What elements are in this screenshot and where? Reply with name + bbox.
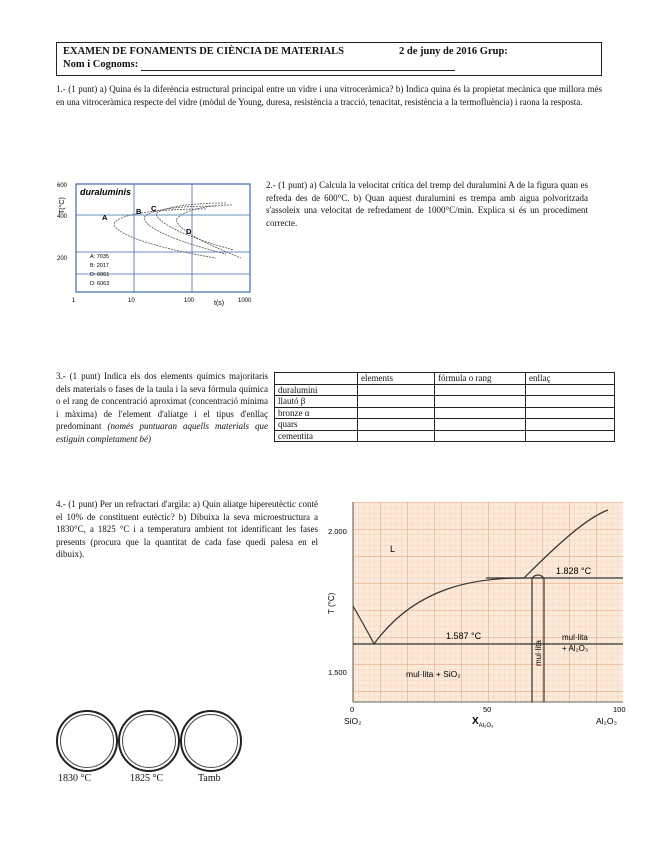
answer-cell[interactable] [358,396,435,408]
legend-item: B: 2017 [90,263,109,269]
curve-label: C [151,204,157,213]
x-left-label: SiO₂ [344,716,362,726]
table-header-cell [275,373,358,385]
mullite-al2o3-label: + Al₂O₃ [562,644,589,653]
table-row-label: llautó β [275,396,358,408]
legend-item: A: 7035 [90,254,109,260]
table-row [275,396,615,408]
circle-label: 1830 °C [58,773,92,784]
table-row-label: quars [275,419,358,431]
mullite-sio2-label: mul·lita + SiO₂ [406,669,461,679]
x-mid-main: X [472,716,479,727]
answer-cell[interactable] [358,407,435,419]
table-row [275,407,615,419]
microstructure-circle-1[interactable] [56,710,118,772]
answer-cell[interactable] [526,384,615,396]
phase-diagram [326,496,626,732]
answer-cell[interactable] [435,419,526,431]
x-tick: 100 [613,705,626,714]
x-axis-label: t(s) [214,300,225,307]
answer-cell[interactable] [435,407,526,419]
answer-cell[interactable] [435,384,526,396]
answer-cell[interactable] [435,396,526,408]
question-1: 1.- (1 punt) a) Quina és la diferència estructural principal entre un vidre i una vitroceràmica? b) Indica quina és la propietat mecànica que millora més en una vitroceràmica respecte del vidre (mòdul de Young, duresa, resistència a tracció, tenacitat, resistència a la termofluència) i raona la resposta. [56,84,602,107]
answer-cell[interactable] [526,430,615,442]
question-3-text: 3.- (1 punt) Indica els dos elements químics majoritaris dels materials o fases de la taula i la seva fórmula química o el rang de concentració aproximat (concentració mínima i màxima) de l'element d'aliatge i el tipus d'enllaç predominant [56,371,268,431]
table-row [275,384,615,396]
answer-cell[interactable] [526,396,615,408]
x-right-label: Al₂O₃ [596,716,617,726]
x-mid-sub: Al₂O₃ [478,723,494,729]
table-row [275,419,615,431]
x-tick: 10 [128,298,135,304]
mullite-al2o3-label: mul·lita [562,633,588,642]
x-tick: 1 [72,298,76,304]
name-label: Nom i Cognoms: [63,59,139,70]
legend-item: D: 6063 [90,281,110,287]
curve-label: D [186,227,192,236]
answer-cell[interactable] [526,419,615,431]
curve-label: B [136,207,142,216]
question-3-note: (només puntuaran aquells materials que estiguin completament bé) [56,421,268,444]
x-mid-label [472,716,494,729]
x-tick: 100 [184,298,195,304]
circle-label: 1825 °C [130,773,164,784]
y-tick: 2.000 [328,527,347,536]
table-header-row [275,373,615,385]
graph-title: duraluminis [80,187,132,197]
legend-item: D: 6061 [90,272,110,278]
y-tick: 400 [57,214,68,220]
liquid-label: L [390,544,396,554]
mullite-label: mul·lita [534,640,543,666]
y-tick: 200 [57,256,68,262]
x-tick: 1000 [238,298,252,304]
answer-cell[interactable] [526,407,615,419]
answer-cell[interactable] [358,419,435,431]
curve-label: A [102,213,108,222]
exam-header [56,42,602,76]
table-row [275,430,615,442]
table-row-label: bronze α [275,407,358,419]
table-header-cell: elements [358,373,435,385]
temp-low-label: 1.587 °C [446,631,482,641]
x-tick: 0 [350,705,355,714]
table-row-label: duralumini [275,384,358,396]
y-tick: 1.500 [328,668,347,677]
question-3 [56,370,268,445]
exam-date: 2 de juny de 2016 Grup: [399,46,508,57]
microstructure-circle-2[interactable] [118,710,180,772]
y-axis-label: T (°C) [327,592,336,614]
circle-label: Tamb [198,773,221,784]
y-axis-label: T(°C) [59,197,66,214]
diagram-grid [353,502,623,702]
duralumin-graph [56,178,256,310]
question-4: 4.- (1 punt) Per un refractari d'argila: a) Quin aliatge hipereutèctic conté el 10% de constituent eutèctic? b) Dibuixa la seva microestructura a 1830°C, a 1825 °C i a temperatura ambient tot identificant les fases presents (procura que la quantitat de cada fase quedi palesa en el dibuix). [56,499,318,559]
table-header-cell: enllaç [526,373,615,385]
answer-cell[interactable] [358,384,435,396]
answer-cell[interactable] [358,430,435,442]
y-tick: 600 [57,183,68,189]
table-header-cell: fórmula o rang [435,373,526,385]
name-line [141,70,455,71]
exam-title: EXAMEN DE FONAMENTS DE CIÈNCIA DE MATERIALS [63,46,345,57]
x-tick: 50 [483,705,492,714]
answer-cell[interactable] [435,430,526,442]
question-2: 2.- (1 punt) a) Calcula la velocitat crítica del tremp del duralumini A de la figura quan es refreda des de 600°C. b) Quan aquest duralumini es trempa amb aigua polvoritzada s'assoleix una velocitat de refredament de 1000°C/min. Explica si és un procediment correcte. [266,180,588,228]
materials-table [274,372,615,442]
temp-high-label: 1.828 °C [556,566,592,576]
table-row-label: cementita [275,430,358,442]
microstructure-circle-3[interactable] [180,710,242,772]
